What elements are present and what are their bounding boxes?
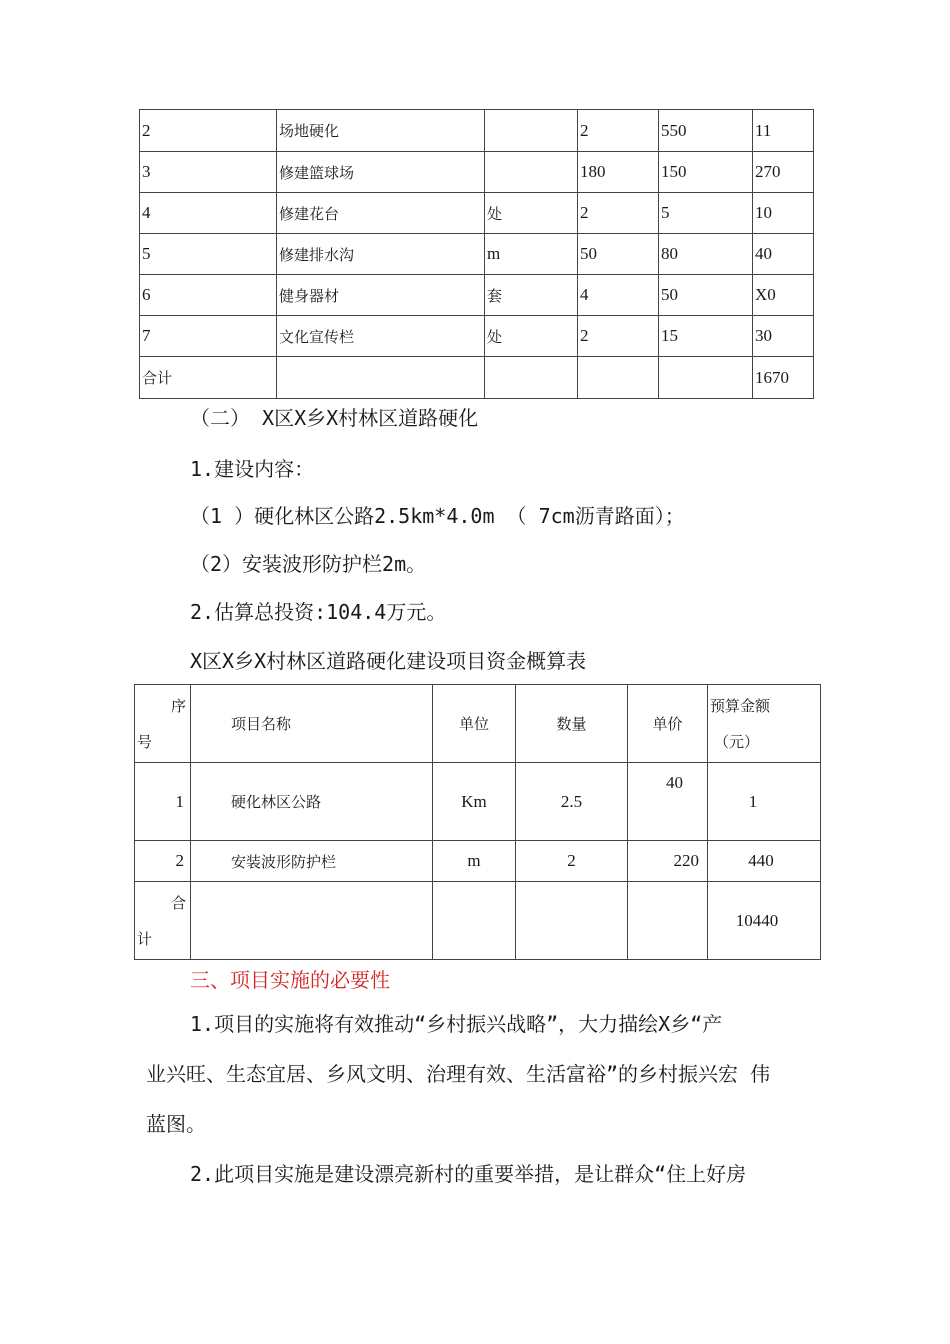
cell-no: 2 xyxy=(140,110,277,152)
cell-name: 文化宣传栏 xyxy=(277,316,485,357)
table-row: 2 安装波形防护栏 m 2 220 440 xyxy=(135,841,821,882)
cell-qty: 50 xyxy=(578,234,659,275)
cell-total: X0 xyxy=(753,275,814,316)
cell-qty: 2 xyxy=(578,193,659,234)
table-sum-row xyxy=(135,882,821,960)
section3-p1-line3: 蓝图。 xyxy=(146,1112,206,1136)
cell-name: 修建花台 xyxy=(277,193,485,234)
cell-total: 270 xyxy=(753,152,814,193)
content-item-1: （1 ）硬化林区公路2.5km*4.0m （ 7cm沥青路面）； xyxy=(190,504,685,528)
cell-name: 修建篮球场 xyxy=(277,152,485,193)
sum-label: 合 计 xyxy=(135,882,191,960)
cell-no: 3 xyxy=(140,152,277,193)
cell-unit: m xyxy=(485,234,578,275)
table-sum-row xyxy=(140,357,814,399)
budget-table-1 xyxy=(139,109,814,399)
cell-qty: 4 xyxy=(578,275,659,316)
header-no-top: 序 xyxy=(170,697,186,715)
table-row xyxy=(140,275,814,316)
cell-unit xyxy=(485,152,578,193)
content-title: 1.建设内容： xyxy=(190,457,315,481)
cell-name: 健身器材 xyxy=(277,275,485,316)
header-unit: 单位 xyxy=(433,685,516,763)
cell-qty: 180 xyxy=(578,152,659,193)
cell-unit xyxy=(485,110,578,152)
cell-no: 5 xyxy=(140,234,277,275)
header-total xyxy=(708,685,821,763)
cell-no: 7 xyxy=(140,316,277,357)
cell-price: 80 xyxy=(659,234,753,275)
cell-price: 5 xyxy=(659,193,753,234)
cell-unit: 套 xyxy=(485,275,578,316)
cell-price: 15 xyxy=(659,316,753,357)
table-row xyxy=(140,152,814,193)
header-qty: 数量 xyxy=(516,685,628,763)
cell-name: 场地硬化 xyxy=(277,110,485,152)
sum-label: 合计 xyxy=(140,357,277,399)
table-row xyxy=(140,234,814,275)
cell-name: 修建排水沟 xyxy=(277,234,485,275)
section3-p1-line1: 1.项目的实施将有效推动“乡村振兴战略”，大力描绘X乡“产 xyxy=(190,1012,723,1036)
row1-price: 40 xyxy=(666,773,683,792)
cell-total: 10 xyxy=(753,193,814,234)
cell-qty: 2 xyxy=(578,110,659,152)
table2-title: X区X乡X村林区道路硬化建设项目资金概算表 xyxy=(190,649,587,673)
sum-total: 10440 xyxy=(708,882,821,960)
content-item-2: （2）安装波形防护栏2m。 xyxy=(190,552,427,576)
cell-unit: 处 xyxy=(485,316,578,357)
section3-heading: 三、项目实施的必要性 xyxy=(190,968,390,992)
header-price: 单价 xyxy=(628,685,708,763)
section3-p2-line1: 2.此项目实施是建设漂亮新村的重要举措，是让群众“住上好房 xyxy=(190,1162,747,1186)
cell-no: 6 xyxy=(140,275,277,316)
cell-price: 50 xyxy=(659,275,753,316)
budget-table-2 xyxy=(134,684,821,960)
section3-p1-line2: 业兴旺、生态宜居、乡风文明、治理有效、生活富裕”的乡村振兴宏 伟 xyxy=(146,1062,771,1086)
header-no-bottom: 号 xyxy=(137,733,153,751)
section2-heading: （二） X区X乡X村林区道路硬化 xyxy=(190,406,479,430)
cell-unit: 处 xyxy=(485,193,578,234)
investment-line: 2.估算总投资:104.4万元。 xyxy=(190,600,447,624)
table-row xyxy=(140,193,814,234)
sum-total: 1670 xyxy=(753,357,814,399)
cell-price: 150 xyxy=(659,152,753,193)
table-row: 1 硬化林区公路 Km 2.5 40 1 xyxy=(135,763,821,841)
cell-no: 4 xyxy=(140,193,277,234)
header-name: 项目名称 xyxy=(191,685,433,763)
header-total-top: 预算金额 xyxy=(710,697,771,715)
table-row xyxy=(140,316,814,357)
table-header-row xyxy=(135,685,821,763)
header-total-bottom: （元） xyxy=(714,733,760,751)
cell-total: 11 xyxy=(753,110,814,152)
cell-qty: 2 xyxy=(578,316,659,357)
cell-total: 40 xyxy=(753,234,814,275)
cell-total: 30 xyxy=(753,316,814,357)
cell-price: 550 xyxy=(659,110,753,152)
header-no xyxy=(135,685,191,763)
table-row xyxy=(140,110,814,152)
